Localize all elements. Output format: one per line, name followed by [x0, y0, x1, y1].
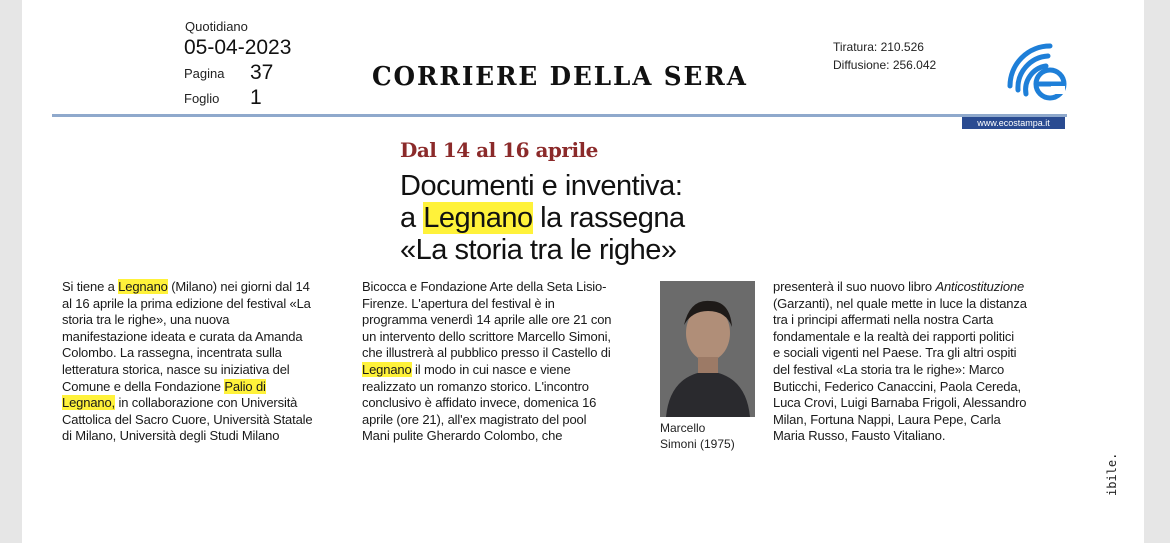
margin-note: ibile.	[1105, 452, 1119, 496]
header-divider	[52, 114, 1067, 117]
publication-date: 05-04-2023	[184, 36, 292, 59]
sheet-number: 1	[250, 86, 262, 109]
article-column-1: Si tiene a Legnano (Milano) nei giorni dal 14 al 16 aprile la prima edizione del festival «La storia tra le righe», una nuova manifestazione ideata e curata da Amanda Colombo. La rassegna, incentrata sulla letteratura storica, nasce su iniziativa del Comune e della Fondazione Palio di Legnano, in collaborazione con Università Cattolica del Sacro Cuore, Università Statale di Milano, Università degli Studi Milano	[62, 279, 313, 444]
circulation: Diffusione: 256.042	[833, 58, 937, 72]
source-url: www.ecostampa.it	[962, 117, 1065, 129]
headline-line: «La storia tra le righe»	[400, 234, 677, 266]
page-label: Pagina	[184, 66, 225, 81]
headline-line: Documenti e inventiva:	[400, 170, 683, 202]
author-photo	[660, 281, 755, 417]
article-headline	[400, 170, 800, 266]
print-run: Tiratura: 210.526	[833, 40, 924, 54]
ecostampa-logo-icon	[1004, 40, 1068, 104]
newspaper-masthead: CORRIERE DELLA SERA	[372, 62, 748, 92]
sheet-label: Foglio	[184, 91, 220, 106]
headline-line: a Legnano la rassegna	[400, 202, 685, 234]
article-kicker: Dal 14 al 16 aprile	[400, 138, 598, 162]
press-clipping-page	[22, 0, 1144, 543]
page-number: 37	[250, 61, 274, 84]
photo-caption: Marcello Simoni (1975)	[660, 421, 735, 451]
article-column-3: presenterà il suo nuovo libro Anticostituzione (Garzanti), nel quale mette in luce la distanza tra i principi affermati nella nostra Carta fondamentale e la realtà dei rapporti politici e sociali vigenti nel Paese. Tra gli altri ospiti del festival «La storia tra le righe»: Marco Buticchi, Federico Canaccini, Paola Cereda, Luca Crovi, Luigi Barnaba Frigoli, Alessandro Milan, Fortuna Nappi, Laura Pepe, Carla Maria Russo, Fausto Vitaliano.	[773, 279, 1027, 444]
article-column-2: Bicocca e Fondazione Arte della Seta Lisio- Firenze. L'apertura del festival è in programma venerdì 14 aprile alle ore 21 con un intervento dello scrittore Marcello Simoni, che illustrerà al pubblico presso il Castello di Legnano il modo in cui nasce e viene realizzato un romanzo storico. L'incontro conclusivo è affidato invece, domenica 16 aprile (ore 21), all'ex magistrato del pool Mani pulite Gherardo Colombo, che	[362, 279, 612, 444]
publication-type: Quotidiano	[185, 19, 248, 34]
